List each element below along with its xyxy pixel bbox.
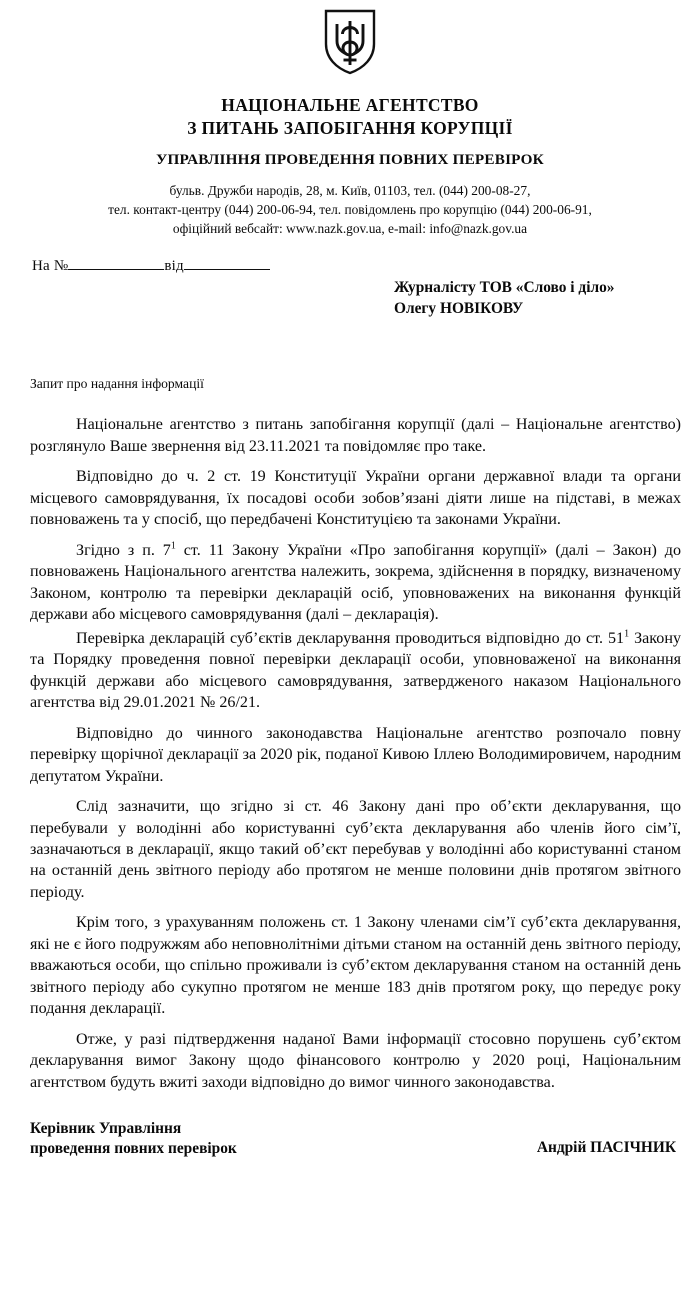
- paragraph-article-46: Слід зазначити, що згідно зі ст. 46 Закону дані про об’єкти декларування, що перебували у володінні або користуванні суб’єкта декларування або членів його сім’ї, зазначаються в декларації, якщо такий об’єкт перебував у володінні або користуванні станом на останній день звітного періоду або протягом не менше половини днів протягом звітного періоду.: [30, 798, 681, 901]
- organization-title-line-1: НАЦІОНАЛЬНЕ АГЕНТСТВО: [221, 95, 479, 115]
- contact-address-line: бульв. Дружби народів, 28, м. Київ, 01103, тел. (044) 200-08-27,: [169, 183, 531, 199]
- letter-body: [18, 414, 682, 1093]
- signature-block: [18, 1119, 682, 1175]
- reference-line: [32, 256, 270, 275]
- paragraph-full-check-started: Відповідно до чинного законодавства Національне агентство розпочало повну перевірку щорічної декларації за 2020 рік, поданої Кивою Іллею Володимировичем, народним депутатом України.: [30, 724, 681, 785]
- subject-line: Запит про надання інформації: [30, 376, 204, 392]
- emblem-container: [18, 8, 682, 80]
- organization-title-line-2: З ПИТАНЬ ЗАПОБІГАННЯ КОРУПЦІЇ: [187, 118, 513, 139]
- order-text-part-2: Закону та Порядку проведення повної перевірки декларації особи, уповноваженої на виконання функцій держави або місцевого самоврядування, затвердженого наказом Національного агентства від 29.01.2021 № 26/21.: [30, 629, 682, 712]
- reference-number-blank[interactable]: [68, 256, 164, 270]
- addressee-line-2: Олегу НОВІКОВУ: [394, 300, 524, 318]
- paragraph-intro: Національне агентство з питань запобігання корупції (далі – Національне агентство) розглянуло Ваше звернення від 23.11.2021 та повідомляє про таке.: [30, 416, 681, 455]
- signatory-title-line-2: проведення повних перевірок: [30, 1140, 237, 1158]
- paragraph-constitution: Відповідно до ч. 2 ст. 19 Конституції України органи державної влади та органи місцевого самоврядування, їх посадові особи зобов’язані діяти лише на підставі, в межах повноважень та у спосіб, що передбачені Конституцією та законами України.: [30, 468, 681, 529]
- order-text-part-1: Перевірка декларацій суб’єктів декларування проводиться відповідно до ст. 51: [76, 629, 625, 647]
- paragraph-conclusion: Отже, у разі підтвердження наданої Вами інформації стосовно порушень суб’єктом декларування вимог Закону щодо фінансового контролю у 2020 році, Національним агентством будуть вжиті заходи відповідно до вимог чинного законодавства.: [30, 1030, 681, 1091]
- paragraph-verification-order: [30, 628, 681, 714]
- signatory-title-line-1: Керівник Управління: [30, 1120, 182, 1138]
- law-text-part-2: ст. 11 Закону України «Про запобігання корупції» (далі – Закон) до повноважень Національного агентства належить, зокрема, здійснення в порядку, визначеному Законом, контролю та перевірки декларацій осіб, уповноважених на виконання функцій держави або місцевого самоврядування (далі – декларація).: [30, 541, 682, 624]
- order-superscript-1: 1: [624, 628, 630, 640]
- law-text-part-1: Згідно з п. 7: [76, 541, 171, 559]
- department-title: УПРАВЛІННЯ ПРОВЕДЕННЯ ПОВНИХ ПЕРЕВІРОК: [156, 151, 544, 169]
- reference-number-label: На №: [32, 258, 69, 275]
- law-superscript-1: 1: [170, 540, 176, 552]
- ukraine-trident-coat-of-arms-icon: [322, 8, 378, 76]
- addressee-line-1: Журналісту ТОВ «Слово і діло»: [394, 279, 615, 297]
- signatory-name: Андрій ПАСІЧНИК: [536, 1139, 676, 1157]
- contact-web-email-line: офіційний вебсайт: www.nazk.gov.ua, e-mail: info@nazk.gov.ua: [172, 221, 528, 237]
- addressee-block: [394, 278, 615, 320]
- reference-and-addressee-row: [18, 256, 682, 320]
- reference-date-label: від: [164, 258, 184, 275]
- paragraph-law-powers: [30, 540, 681, 626]
- contact-phones-line: тел. контакт-центру (044) 200-06-94, тел. повідомлень про корупцію (044) 200-06-91,: [108, 202, 592, 218]
- organization-title: [18, 94, 682, 140]
- paragraph-family-members: Крім того, з урахуванням положень ст. 1 Закону членами сім’ї суб’єкта декларування, які не є його подружжям або неповнолітніми дітьми станом на останній день звітного періоду, вважаються особи, що спільно проживали із суб’єктом декларування станом на останній день звітного періоду або сукупно протягом не менше 183 днів протягом року, що передує року подання декларації.: [30, 914, 681, 1018]
- contact-details: [18, 181, 682, 238]
- reference-date-blank[interactable]: [184, 256, 270, 270]
